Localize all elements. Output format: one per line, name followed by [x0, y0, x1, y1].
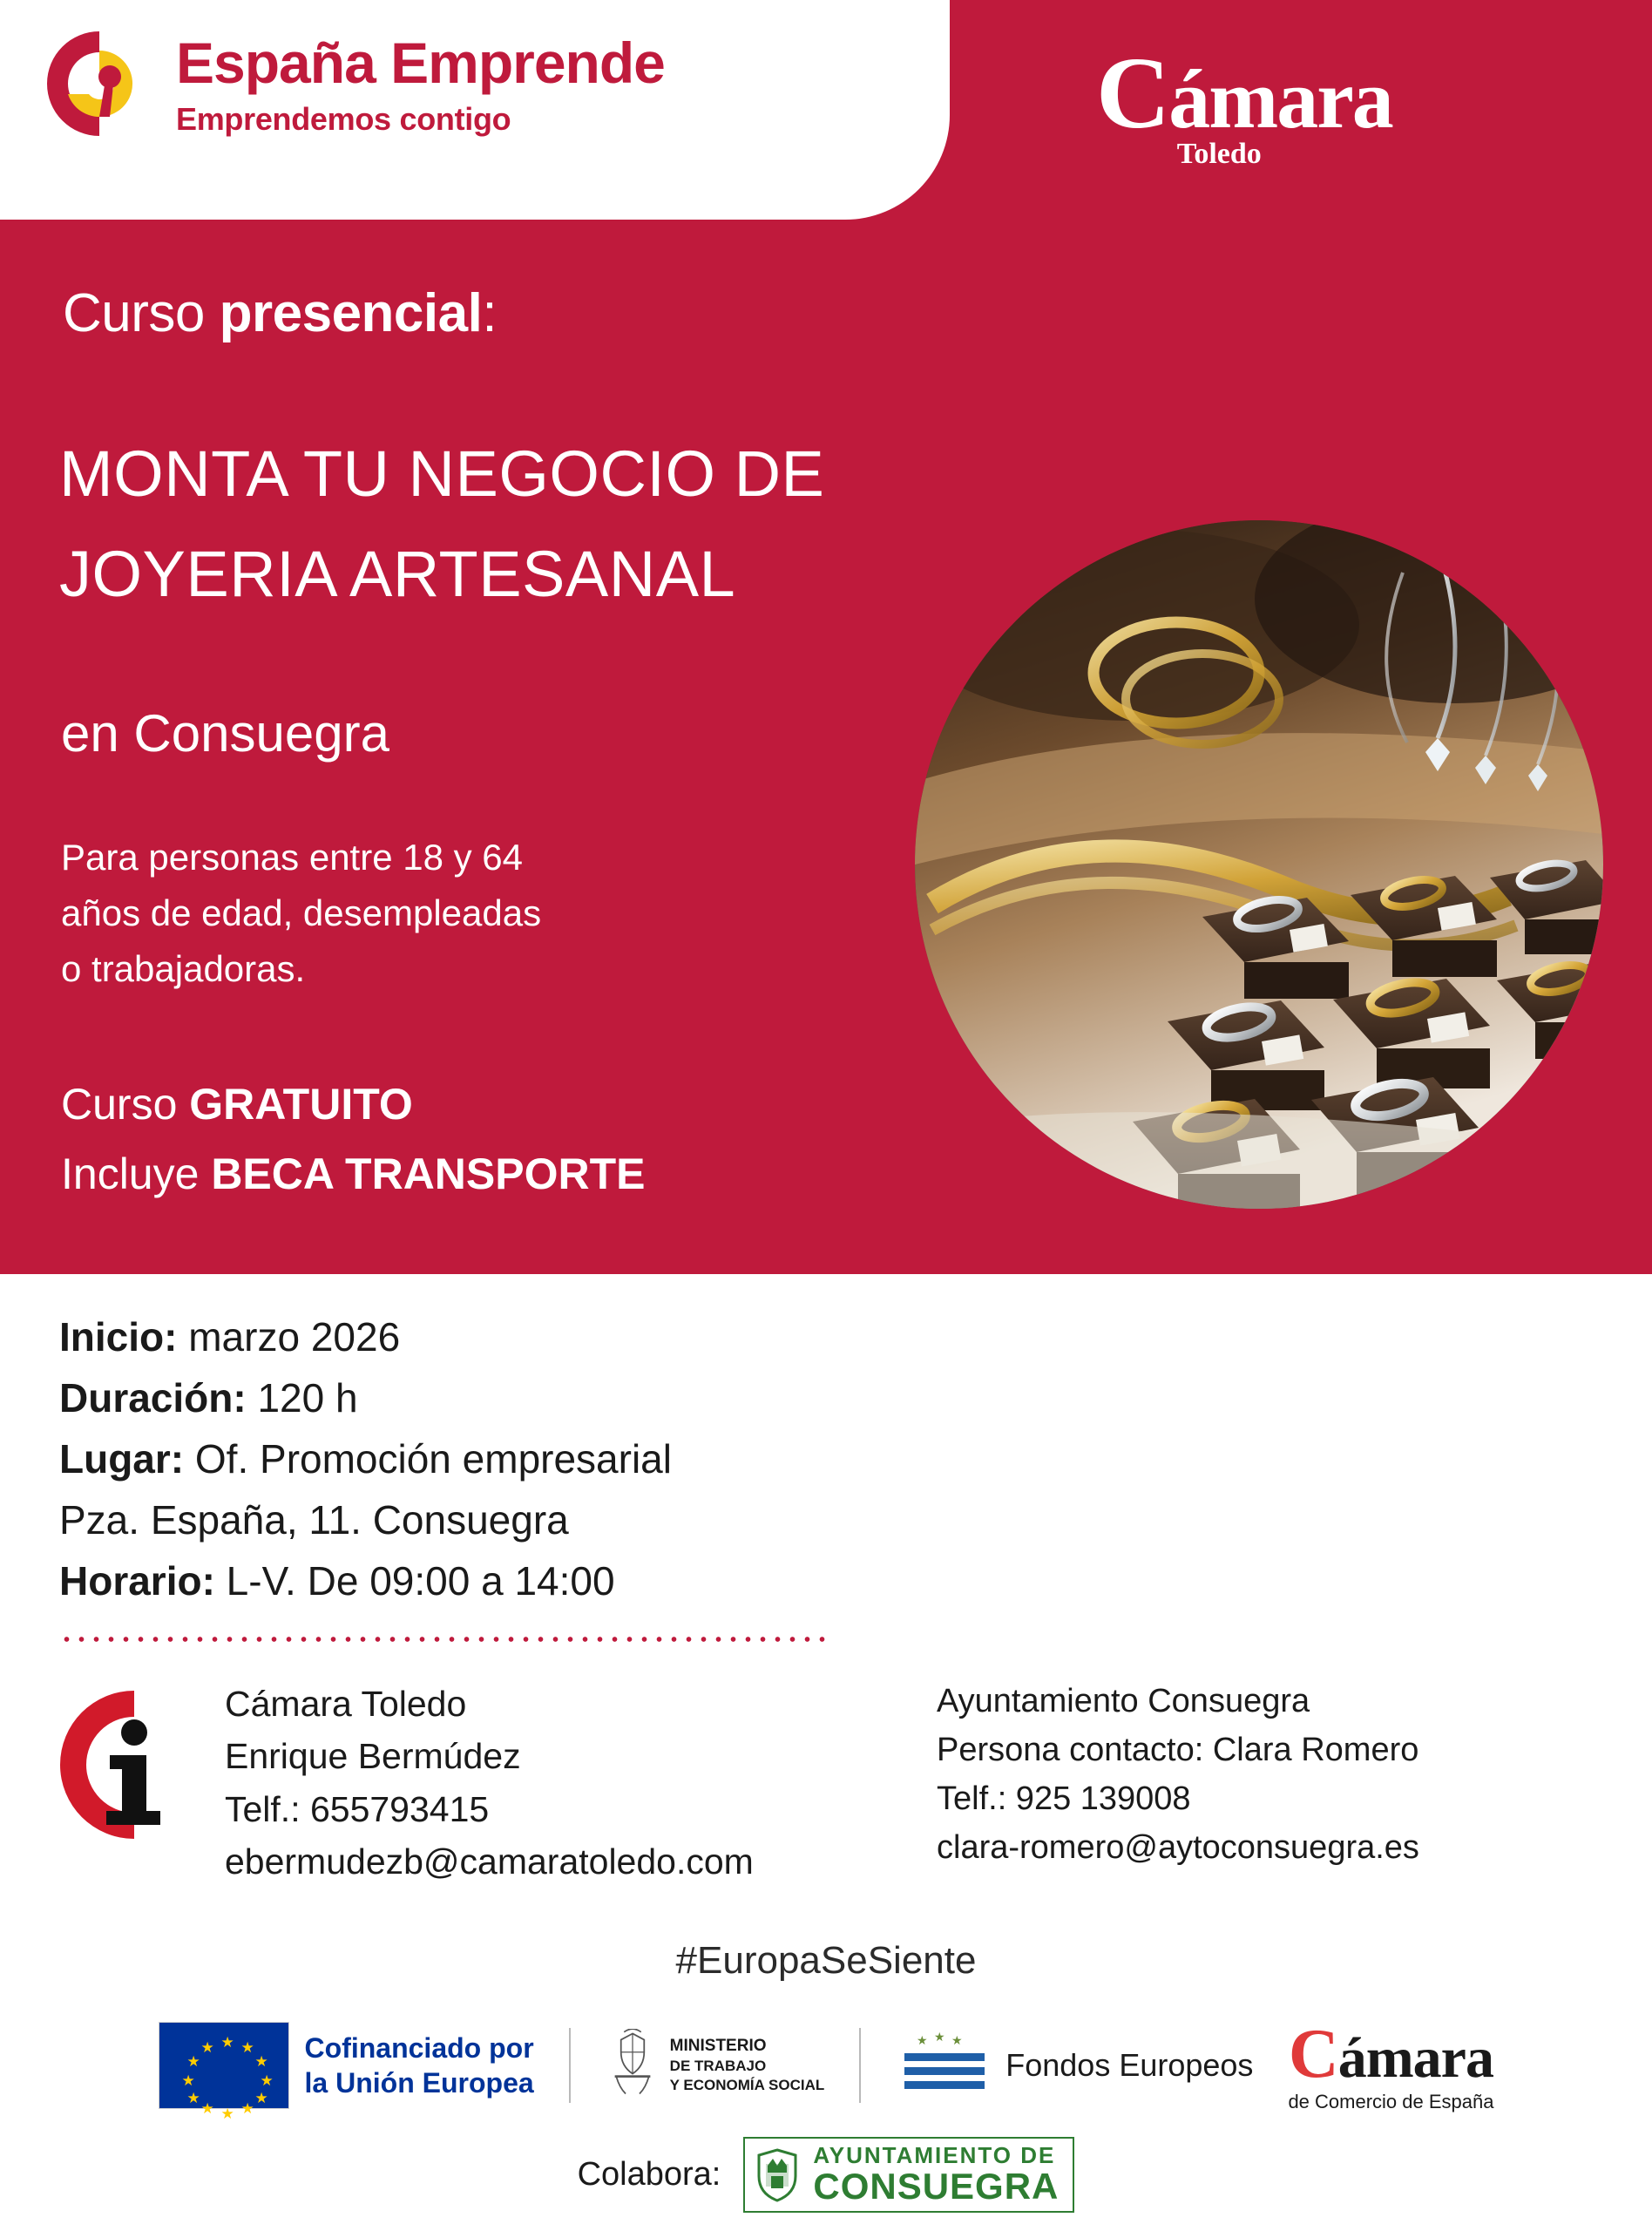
brand-name: España Emprende: [176, 31, 665, 96]
detail-address: Pza. España, 11. Consuegra: [59, 1496, 569, 1543]
hero-kicker: [63, 282, 497, 344]
hero-kicker-plain: Curso: [63, 283, 220, 343]
contact-left-person: Enrique Bermúdez: [225, 1736, 521, 1777]
svg-text:★: ★: [934, 2031, 945, 2044]
course-details: [59, 1307, 672, 1612]
hero-kicker-colon: :: [482, 283, 498, 343]
consuegra-shield-icon: [754, 2146, 801, 2204]
camara-espana-initial: C: [1288, 2016, 1338, 2092]
ministerio-logo: [606, 2029, 825, 2103]
contact-left-org: Cámara Toledo: [225, 1684, 467, 1724]
svg-text:★: ★: [917, 2033, 928, 2047]
audience-line-3: o trabajadoras.: [61, 947, 306, 989]
camara-espana-sub: de Comercio de España: [1288, 2091, 1494, 2112]
campaign-hashtag: #EuropaSeSiente: [675, 1939, 977, 1982]
fondos-europeos-label: Fondos Europeos: [1005, 2047, 1254, 2083]
camara-espana-word: ámara: [1337, 2026, 1493, 2090]
fondos-europeos-logo: [896, 2031, 1253, 2100]
ministerio-line-1: MINISTERIO: [669, 2036, 767, 2055]
camara-espana-logo: [1288, 2016, 1494, 2112]
detail-place: [59, 1429, 672, 1490]
hero-kicker-bold: presencial: [219, 283, 483, 343]
detail-schedule: [59, 1551, 672, 1612]
detail-place-value: Of. Promoción empresarial: [184, 1435, 672, 1482]
information-icon: [54, 1682, 211, 1848]
eu-caption-line1: Cofinanciado por: [304, 2032, 534, 2064]
contact-left-email[interactable]: ebermudezb@camaratoledo.com: [225, 1841, 754, 1882]
course-title-line2: JOYERIA ARTESANAL: [59, 537, 736, 610]
footer-divider-2: [859, 2028, 861, 2103]
detail-start-value: marzo 2026: [177, 1314, 401, 1360]
free-course-note: [61, 1069, 646, 1209]
camara-city: Toledo: [1176, 138, 1262, 170]
fondos-europeos-icon: [896, 2031, 992, 2100]
detail-duration: [59, 1368, 672, 1429]
svg-text:★: ★: [951, 2033, 963, 2047]
course-location: en Consuegra: [61, 704, 389, 763]
contact-right-person: Persona contacto: Clara Romero: [937, 1731, 1419, 1768]
camara-initial: C: [1096, 36, 1169, 150]
contact-right-org: Ayuntamiento Consuegra: [937, 1683, 1310, 1719]
detail-start-label: Inicio:: [59, 1314, 178, 1360]
free-prefix: Curso: [61, 1080, 190, 1129]
eu-cofinancing-logo: [159, 2022, 534, 2122]
colabora-label: Colabora:: [577, 2156, 721, 2194]
contact-block-ayuntamiento: [937, 1678, 1419, 1872]
detail-place-label: Lugar:: [59, 1435, 185, 1482]
free-badge: GRATUITO: [189, 1080, 413, 1129]
audience-line-2: años de edad, desempleadas: [61, 892, 542, 933]
brand-tagline: Emprendemos contigo: [176, 100, 511, 137]
contact-right-phone[interactable]: Telf.: 925 139008: [937, 1780, 1191, 1817]
collaborator-row: [0, 2137, 1652, 2213]
footer-logo-strip: [0, 2004, 1652, 2126]
grant-prefix: Incluye: [61, 1149, 212, 1198]
detail-duration-label: Duración:: [59, 1374, 247, 1421]
ayuntamiento-line-1: AYUNTAMIENTO DE: [813, 2142, 1056, 2168]
hero-band: [0, 220, 1652, 1274]
ministerio-line-2: DE TRABAJO: [669, 2058, 767, 2075]
jewellery-photo: [915, 520, 1603, 1209]
espana-emprende-logo: [42, 24, 665, 146]
audience-line-1: Para personas entre 18 y 64: [61, 837, 524, 878]
detail-duration-value: 120 h: [246, 1374, 358, 1421]
footer-divider-1: [569, 2028, 571, 2103]
course-title: [59, 424, 1000, 624]
contact-left-phone[interactable]: Telf.: 655793415: [225, 1788, 490, 1829]
contact-block-camara: [225, 1678, 754, 1888]
camara-word: ámara: [1168, 52, 1392, 146]
header-band: [0, 0, 1652, 220]
ayuntamiento-line-2: CONSUEGRA: [813, 2166, 1060, 2207]
detail-start: [59, 1307, 672, 1368]
contact-right-email[interactable]: clara-romero@aytoconsuegra.es: [937, 1828, 1419, 1866]
course-title-line1: MONTA TU NEGOCIO DE: [59, 437, 825, 510]
espana-emprende-mark-icon: [42, 24, 157, 146]
eu-caption-line2: la Unión Europea: [304, 2067, 534, 2099]
camara-toledo-logo: [1096, 36, 1392, 170]
ministerio-line-3: Y ECONOMÍA SOCIAL: [669, 2077, 825, 2094]
grant-badge: BECA TRANSPORTE: [211, 1149, 646, 1198]
detail-schedule-value: L-V. De 09:00 a 14:00: [214, 1557, 615, 1604]
ayuntamiento-consuegra-logo: [743, 2137, 1074, 2213]
dotted-divider: [59, 1636, 826, 1643]
audience-requirements: [61, 830, 541, 996]
detail-schedule-label: Horario:: [59, 1557, 215, 1604]
spain-coat-of-arms-icon: [606, 2029, 660, 2103]
eu-flag-icon: ★ ★ ★ ★ ★ ★ ★ ★ ★ ★ ★ ★: [159, 2022, 289, 2109]
